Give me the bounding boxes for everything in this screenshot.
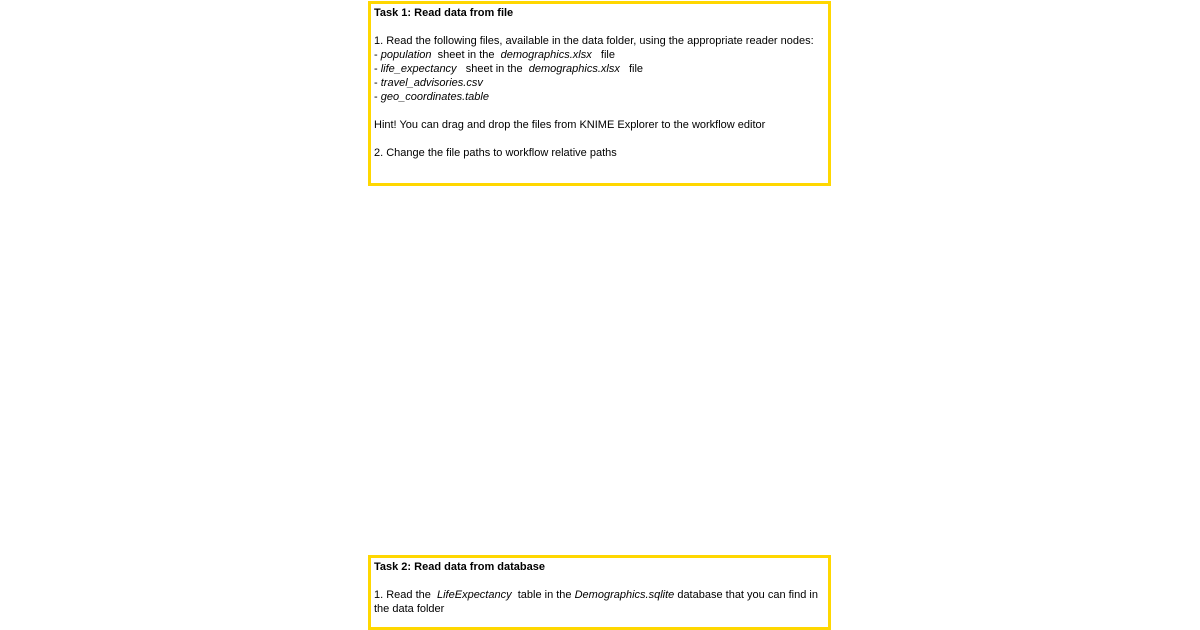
task2-annotation[interactable] (368, 555, 831, 630)
task2-title: Task 2: Read data from database (374, 561, 545, 573)
task1-annotation[interactable] (368, 1, 831, 186)
suffix-text: file (591, 49, 615, 61)
spacer (374, 20, 825, 34)
connector-text: sheet in the (431, 49, 501, 61)
connector-text: sheet in the (456, 63, 529, 75)
suffix-text: file (619, 63, 644, 75)
bullet: - (374, 63, 381, 75)
task1-step1: 1. Read the following files, available in the data folder, using the appropriate reader nodes: (374, 35, 814, 47)
bullet: - (374, 91, 381, 103)
task1-file-item (374, 76, 825, 90)
connector-text: table in the (511, 589, 575, 601)
task1-file-item (374, 62, 825, 76)
database-name: Demographics.sqlite (574, 589, 675, 601)
spacer (374, 574, 825, 588)
file-name: geo_coordinates.table (380, 91, 489, 103)
bullet: - (374, 49, 381, 61)
step-prefix: 1. Read the (374, 589, 437, 601)
sheet-name: population (380, 49, 432, 61)
task1-hint: Hint! You can drag and drop the files from KNIME Explorer to the workflow editor (374, 119, 766, 131)
task1-title: Task 1: Read data from file (374, 7, 514, 19)
task1-file-item (374, 90, 825, 104)
spacer (374, 104, 825, 118)
task1-file-item (374, 48, 825, 62)
task2-step1 (374, 588, 825, 616)
task1-step2: 2. Change the file paths to workflow relative paths (374, 147, 617, 159)
sheet-name: life_expectancy (380, 63, 457, 75)
file-name: demographics.xlsx (500, 49, 592, 61)
step-suffix: database that you can find in the data folder (374, 589, 818, 615)
bullet: - (374, 77, 381, 89)
file-name: travel_advisories.csv (380, 77, 483, 89)
file-name: demographics.xlsx (528, 63, 620, 75)
spacer (374, 132, 825, 146)
table-name: LifeExpectancy (437, 589, 512, 601)
